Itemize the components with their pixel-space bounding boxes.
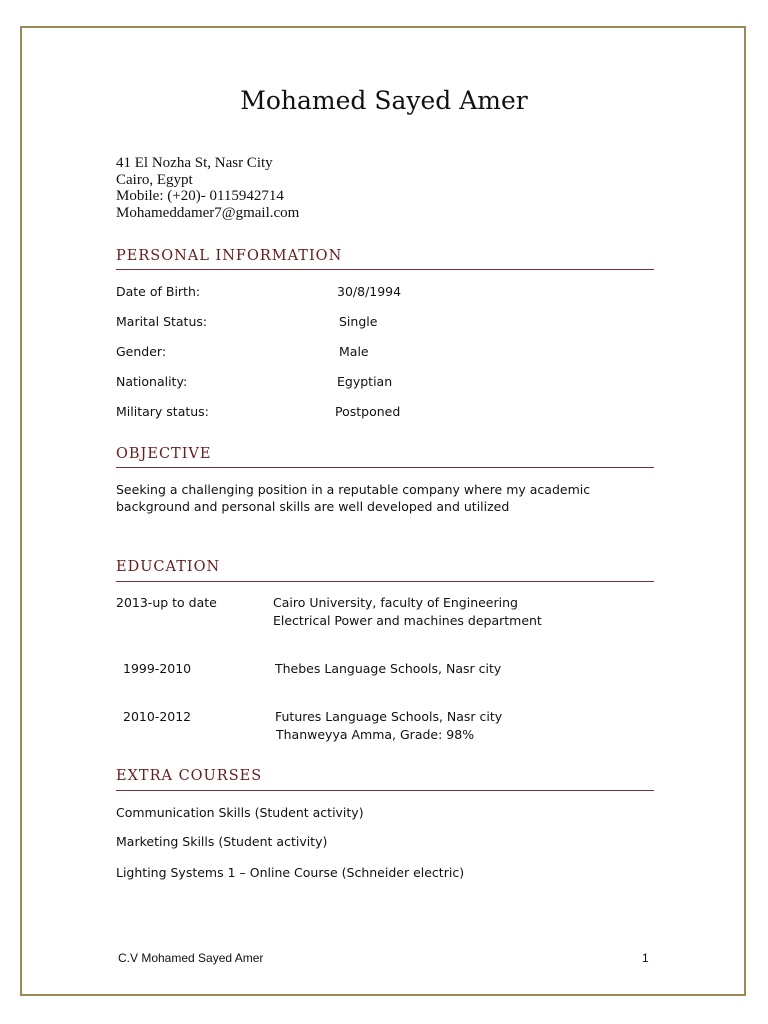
objective-text: Seeking a challenging position in a reputable company where my academic background and personal skills are well developed and utilized [116, 482, 591, 514]
section-rule-personal [116, 269, 654, 270]
education-line1-futures: Futures Language Schools, Nasr city [275, 709, 503, 724]
personal-label-military: Military status: [116, 404, 209, 419]
section-rule-courses [116, 790, 654, 791]
section-title-education: EDUCATION [116, 559, 221, 575]
section-title-objective: OBJECTIVE [116, 446, 212, 462]
contact-address: 41 El Nozha St, Nasr City [116, 155, 273, 171]
education-line2-futures: Thanweyya Amma, Grade: 98% [276, 727, 475, 742]
cv-name: Mohamed Sayed Amer [240, 86, 528, 115]
education-period-futures: 2010-2012 [123, 709, 192, 724]
education-period-thebes: 1999-2010 [123, 661, 192, 676]
course-item: Marketing Skills (Student activity) [116, 834, 328, 849]
footer-page-number: 1 [642, 951, 649, 965]
personal-label-nationality: Nationality: [116, 374, 188, 389]
personal-value-nationality: Egyptian [337, 374, 393, 389]
contact-mobile: Mobile: (+20)- 0115942714 [116, 188, 284, 204]
personal-label-gender: Gender: [116, 344, 167, 359]
section-title-courses: EXTRA COURSES [116, 768, 263, 784]
personal-value-gender: Male [339, 344, 369, 359]
education-period-university: 2013-up to date [116, 595, 217, 610]
contact-city: Cairo, Egypt [116, 171, 193, 188]
education-line2-university: Electrical Power and machines department [273, 613, 542, 628]
personal-value-dob: 30/8/1994 [337, 284, 402, 299]
section-rule-education [116, 581, 654, 582]
footer-cv-label: C.V Mohamed Sayed Amer [118, 951, 264, 965]
personal-value-military: Postponed [335, 404, 401, 419]
course-item: Lighting Systems 1 – Online Course (Schneider electric) [116, 865, 465, 880]
personal-label-dob: Date of Birth: [116, 284, 201, 299]
education-line1-thebes: Thebes Language Schools, Nasr city [275, 661, 502, 676]
contact-email[interactable]: Mohameddamer7@gmail.com [116, 204, 300, 221]
section-rule-objective [116, 467, 654, 468]
education-line1-university: Cairo University, faculty of Engineering [273, 595, 518, 610]
section-title-personal: PERSONAL INFORMATION [116, 248, 343, 264]
course-item: Communication Skills (Student activity) [116, 805, 364, 820]
contact-block [116, 155, 299, 221]
personal-value-marital: Single [339, 314, 378, 329]
personal-label-marital: Marital Status: [116, 314, 208, 329]
